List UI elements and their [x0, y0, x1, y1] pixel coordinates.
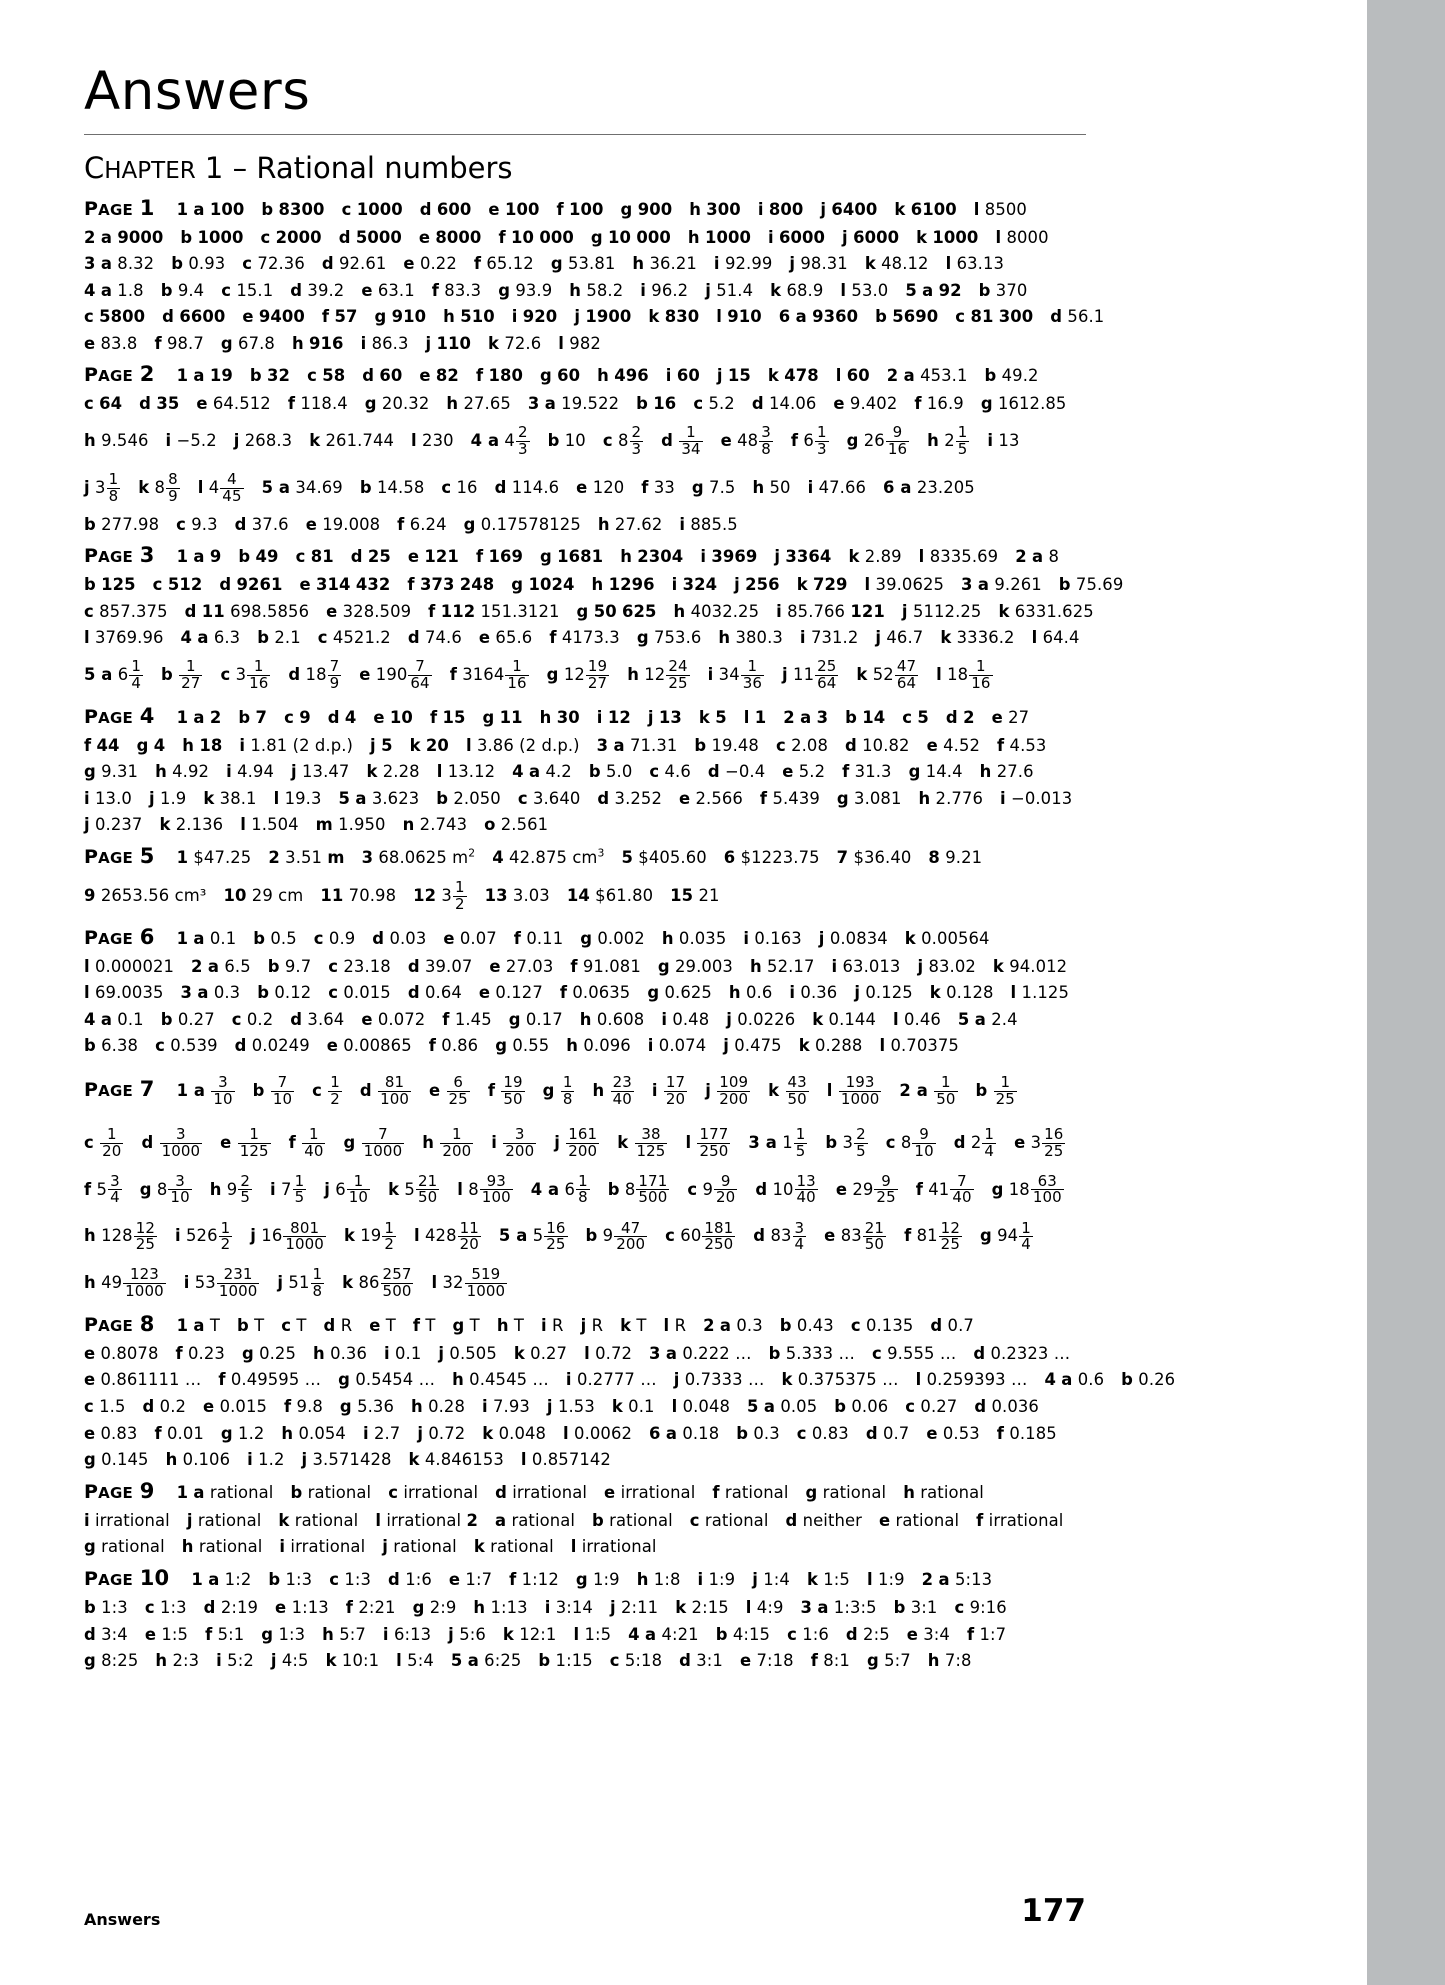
fraction: $\frac{3}{200}$: [505, 1125, 535, 1160]
fraction: $\frac{1}{200}$: [442, 1125, 472, 1160]
fraction: $\frac{1}{2}$: [454, 878, 465, 913]
fraction: $\frac{109}{200}$: [719, 1073, 749, 1108]
fraction: $\frac{12}{25}$: [135, 1218, 155, 1254]
fraction: $\frac{1}{8}$: [312, 1265, 323, 1300]
fraction: $\frac{19}{50}$: [503, 1073, 523, 1108]
fraction: $\frac{257}{500}$: [382, 1265, 412, 1300]
fraction: $\frac{6}{25}$: [448, 1073, 468, 1108]
fraction: $\frac{1}{25}$: [995, 1073, 1015, 1108]
title-divider: [84, 134, 1086, 135]
fraction: $\frac{1}{16}$: [971, 657, 991, 692]
answer-line: PAGE 4 1 a 2 b 7 c 9 d 4 e 10 f 15 g 11 h 30 i 12 j 13 k 5 l 1 2 a 3 b 14 c 5 d 2 e 27: [84, 703, 1030, 728]
fraction: $\frac{1}{2}$: [330, 1073, 340, 1108]
answer-line: PAGE 8 1 a T b T c T d R e T f T g T h T i R j R k T l R 2 a 0.3 b 0.43 c 0.135 d 0.7: [84, 1311, 974, 1336]
answer-line: b 1:3 c 1:3 d 2:19 e 1:13 f 2:21 g 2:9 h 1:13 i 3:14 j 2:11 k 2:15 l 4:9 3 a 1:3:5 b 3:1 c 9:16: [84, 1597, 1007, 1617]
page-marker: PAGE 7: [84, 1077, 155, 1102]
fraction: $\frac{1}{125}$: [239, 1125, 269, 1160]
fraction: $\frac{9}{25}$: [876, 1171, 896, 1207]
fraction: $\frac{21}{50}$: [864, 1218, 885, 1254]
answer-line: c 857.375 d 11 698.5856 e 328.509 f 112 151.3121 g 50 625 h 4032.25 i 85.766 121 j 5112.25 k 6331.625: [84, 601, 1094, 621]
answer-line: d 3:4 e 1:5 f 5:1 g 1:3 h 5:7 i 6:13 j 5:6 k 12:1 l 1:5 4 a 4:21 b 4:15 c 1:6 d 2:5 e 3:4 f 1:7: [84, 1624, 1007, 1644]
footer-label: Answers: [84, 1910, 161, 1929]
fraction: $\frac{1}{34}$: [681, 423, 701, 458]
fraction: $\frac{2}{5}$: [856, 1125, 866, 1160]
fraction: $\frac{11}{20}$: [459, 1218, 479, 1254]
page-marker: PAGE 4: [84, 703, 155, 728]
answer-line: PAGE 5 1 $47.25 2 3.51 m 3 68.0625 $m^2$ 4 42.875 $cm^3$ 5 $405.60 6 $1223.75 7 $36.40 8 9.21: [84, 843, 983, 868]
answer-line: PAGE 1 1 a 100 b 8300 c 1000 d 600 e 100 f 100 g 900 h 300 i 800 j 6400 k 6100 l 8500: [84, 195, 1027, 220]
answer-line: i 13.0 j 1.9 k 38.1 l 19.3 5 a 3.623 b 2.050 c 3.640 d 3.252 e 2.566 f 5.439 g 3.081 h 2.776 i −0.013: [84, 788, 1073, 808]
fraction: $\frac{1}{10}$: [348, 1171, 369, 1207]
chapter-prefix-cap: C: [84, 150, 105, 185]
fraction: $\frac{1}{4}$: [1021, 1218, 1031, 1254]
answer-line: b 6.38 c 0.539 d 0.0249 e 0.00865 f 0.86 g 0.55 h 0.096 i 0.074 j 0.475 k 0.288 l 0.70375: [84, 1036, 959, 1056]
answer-line: 4 a 0.1 b 0.27 c 0.2 d 3.64 e 0.072 f 1.45 g 0.17 h 0.608 i 0.48 j 0.0226 k 0.144 l 0.46 5 a 2.4: [84, 1009, 1018, 1029]
fraction: $\frac{1}{5}$: [795, 1125, 806, 1160]
chapter-text: 1 – Rational numbers: [195, 150, 513, 185]
answer-line: PAGE 6 1 a 0.1 b 0.5 c 0.9 d 0.03 e 0.07 f 0.11 g 0.002 h 0.035 i 0.163 j 0.0834 k 0.00564: [84, 924, 990, 949]
answer-line: g rational h rational i irrational j rational k rational l irrational: [84, 1537, 657, 1557]
answer-line: PAGE 10 1 a 1:2 b 1:3 c 1:3 d 1:6 e 1:7 f 1:12 g 1:9 h 1:8 i 1:9 j 1:4 k 1:5 l 1:9 2 a 5:13: [84, 1565, 993, 1590]
answer-line: 2 a 9000 b 1000 c 2000 d 5000 e 8000 f 10 000 g 10 000 h 1000 i 6000 j 6000 k 1000 l 8000: [84, 227, 1049, 247]
fraction: $\frac{231}{1000}$: [218, 1265, 258, 1300]
fraction: $\frac{16}{25}$: [1044, 1125, 1064, 1160]
answer-line: j 0.237 k 2.136 l 1.504 m 1.950 n 2.743 o 2.561: [84, 815, 549, 835]
fraction: $\frac{81}{100}$: [380, 1073, 409, 1108]
page-footer: [84, 1893, 1086, 1929]
answer-line: g 9.31 h 4.92 i 4.94 j 13.47 k 2.28 l 13.12 4 a 4.2 b 5.0 c 4.6 d −0.4 e 5.2 f 31.3 g 14.4 h 27.6: [84, 762, 1034, 782]
answer-line: c 5800 d 6600 e 9400 f 57 g 910 h 510 i 920 j 1900 k 830 l 910 6 a 9360 b 5690 c 81 300 d 56.1: [84, 307, 1105, 327]
fraction: $\frac{1}{36}$: [742, 657, 763, 692]
fraction: $\frac{8}{9}$: [168, 470, 178, 505]
fraction: $\frac{7}{10}$: [272, 1073, 293, 1108]
fraction: $\frac{193}{1000}$: [840, 1073, 880, 1108]
answer-line: PAGE 2 1 a 19 b 32 c 58 d 60 e 82 f 180 g 60 h 496 i 60 j 15 k 478 l 60 2 a 453.1 b 49.2: [84, 362, 1039, 387]
fraction: $\frac{181}{250}$: [704, 1218, 734, 1254]
fraction: $\frac{19}{27}$: [587, 657, 608, 692]
fraction: $\frac{1}{8}$: [562, 1073, 573, 1108]
answer-line: e 0.861111 … f 0.49595 … g 0.5454 … h 0.4545 … i 0.2777 … j 0.7333 … k 0.375375 … l 0.259393 … 4 a 0.6 b 0.26: [84, 1370, 1176, 1390]
answer-line: PAGE 3 1 a 9 b 49 c 81 d 25 e 121 f 169 g 1681 h 2304 i 3969 j 3364 k 2.89 l 8335.69 2 a 8: [84, 543, 1060, 568]
fraction: $\frac{93}{100}$: [481, 1171, 511, 1207]
fraction: $\frac{2}{3}$: [517, 423, 528, 458]
answer-line: b 277.98 c 9.3 d 37.6 e 19.008 f 6.24 g 0.17578125 h 27.62 i 885.5: [84, 514, 738, 534]
fraction: $\frac{1}{8}$: [108, 470, 119, 505]
chapter-heading: [84, 150, 1094, 185]
fraction: $\frac{1}{16}$: [507, 657, 527, 692]
answer-line: 4 a 1.8 b 9.4 c 15.1 d 39.2 e 63.1 f 83.3 g 93.9 h 58.2 i 96.2 j 51.4 k 68.9 l 53.0 5 a 92 b 370: [84, 280, 1028, 300]
answer-line: h 49 $\frac{123}{1000}$ i 53 $\frac{231}{1000}$ j 51 $\frac{1}{8}$ k 86 $\frac{257}{500}$ l 32 $\frac{519}{1000}$: [84, 1265, 506, 1300]
fraction: $\frac{7}{1000}$: [363, 1125, 403, 1160]
answer-line: c $\frac{1}{20}$ d $\frac{3}{1000}$ e $\frac{1}{125}$ f $\frac{1}{40}$ g $\frac{7}{1000}$ h $\frac{1}{200}$ i $\frac{3}{200}$ j $\frac{161}{200}$ k $\frac{38}{125}$ l $\frac{177}{250}$ 3 a 1 $\frac{1}{5}$ b 3 $\frac{2}{5}$ c 8 $\frac{9}{10}$ d 2 $\frac{1}{4}$ e 3 $\frac{16}{25}$: [84, 1125, 1064, 1160]
fraction: $\frac{2}{5}$: [240, 1171, 250, 1207]
page-title: Answers: [84, 61, 311, 122]
chapter-prefix-rest: HAPTER: [104, 157, 196, 184]
answer-line: c 64 d 35 e 64.512 f 118.4 g 20.32 h 27.65 3 a 19.522 b 16 c 5.2 d 14.06 e 9.402 f 16.9 g 1612.85: [84, 394, 1067, 414]
fraction: $\frac{23}{40}$: [612, 1073, 632, 1108]
fraction: $\frac{25}{64}$: [817, 657, 837, 692]
answer-line: e 0.83 f 0.01 g 1.2 h 0.054 i 2.7 j 0.72 k 0.048 l 0.0062 6 a 0.18 b 0.3 c 0.83 d 0.7 e 0.53 f 0.185: [84, 1423, 1057, 1443]
fraction: $\frac{2}{3}$: [631, 423, 642, 458]
fraction: $\frac{47}{200}$: [616, 1218, 646, 1254]
answer-line: g 8:25 h 2:3 i 5:2 j 4:5 k 10:1 l 5:4 5 a 6:25 b 1:15 c 5:18 d 3:1 e 7:18 f 8:1 g 5:7 h 7:8: [84, 1651, 972, 1671]
fraction: $\frac{1}{8}$: [578, 1171, 588, 1207]
fraction: $\frac{7}{9}$: [329, 657, 340, 692]
answer-line: g 0.145 h 0.106 i 1.2 j 3.571428 k 4.846153 l 0.857142: [84, 1450, 611, 1470]
answer-line: i irrational j rational k rational l irrational 2 a rational b rational c rational d neither e rational f irrational: [84, 1510, 1064, 1530]
fraction: $\frac{1}{27}$: [181, 657, 201, 692]
page-content: [84, 0, 1176, 1675]
page-marker: PAGE 8: [84, 1311, 155, 1336]
fraction: $\frac{7}{64}$: [410, 657, 430, 692]
fraction: $\frac{43}{50}$: [787, 1073, 807, 1108]
fraction: $\frac{9}{20}$: [716, 1171, 736, 1207]
fraction: $\frac{1}{3}$: [816, 423, 827, 458]
fraction: $\frac{801}{1000}$: [285, 1218, 324, 1254]
fraction: $\frac{17}{20}$: [665, 1073, 686, 1108]
answer-line: e 83.8 f 98.7 g 67.8 h 916 i 86.3 j 110 k 72.6 l 982: [84, 333, 601, 353]
fraction: $\frac{1}{4}$: [984, 1125, 995, 1160]
fraction: $\frac{9}{16}$: [887, 423, 908, 458]
fraction: $\frac{38}{125}$: [636, 1125, 666, 1160]
footer-page-number: 177: [1021, 1893, 1086, 1929]
fraction: $\frac{1}{2}$: [384, 1218, 394, 1254]
answer-line: l 3769.96 4 a 6.3 b 2.1 c 4521.2 d 74.6 e 65.6 f 4173.3 g 753.6 h 380.3 i 731.2 j 46.7 k 3336.2 l 64.4: [84, 628, 1080, 648]
fraction: $\frac{1}{50}$: [936, 1073, 956, 1108]
fraction: $\frac{21}{50}$: [417, 1171, 438, 1207]
fraction: $\frac{3}{1000}$: [161, 1125, 201, 1160]
answer-line: PAGE 9 1 a rational b rational c irrational d irrational e irrational f rational g rational h rational: [84, 1478, 984, 1503]
answer-line: h 128 $\frac{12}{25}$ i 526 $\frac{1}{2}$ j 16 $\frac{801}{1000}$ k 19 $\frac{1}{2}$ l 428 $\frac{11}{20}$ 5 a 5 $\frac{16}{25}$ b 9 $\frac{47}{200}$ c 60 $\frac{181}{250}$ d 83 $\frac{3}{4}$ e 83 $\frac{21}{50}$ f 81 $\frac{12}{25}$ g 94 $\frac{1}{4}$: [84, 1218, 1031, 1254]
page-marker: PAGE 3: [84, 543, 155, 568]
fraction: $\frac{3}{4}$: [794, 1218, 805, 1254]
fraction: $\frac{123}{1000}$: [125, 1265, 164, 1300]
answer-line: f 44 g 4 h 18 i 1.81 (2 d.p.) j 5 k 20 l 3.86 (2 d.p.) 3 a 71.31 b 19.48 c 2.08 d 10.82 e 4.52 f 4.53: [84, 735, 1047, 755]
page-marker: PAGE 1: [84, 195, 155, 220]
fraction: $\frac{161}{200}$: [568, 1125, 598, 1160]
answer-line: f 5 $\frac{3}{4}$ g 8 $\frac{3}{10}$ h 9 $\frac{2}{5}$ i 7 $\frac{1}{5}$ j 6 $\frac{1}{10}$ k 5 $\frac{21}{50}$ l 8 $\frac{93}{100}$ 4 a 6 $\frac{1}{8}$ b 8 $\frac{171}{500}$ c 9 $\frac{9}{20}$ d 10 $\frac{13}{40}$ e 29 $\frac{9}{25}$ f 41 $\frac{7}{40}$ g 18 $\frac{63}{100}$: [84, 1171, 1062, 1207]
fraction: $\frac{1}{5}$: [957, 423, 968, 458]
answer-line: 5 a 6 $\frac{1}{4}$ b $\frac{1}{27}$ c 3 $\frac{1}{16}$ d 18 $\frac{7}{9}$ e 190 $\frac{7}{64}$ f 3164 $\frac{1}{16}$ g 12 $\frac{19}{27}$ h 12 $\frac{24}{25}$ i 34 $\frac{1}{36}$ j 11 $\frac{25}{64}$ k 52 $\frac{47}{64}$ l 18 $\frac{1}{16}$: [84, 657, 991, 692]
fraction: $\frac{1}{16}$: [249, 657, 269, 692]
page-edge-band: [1367, 0, 1445, 1985]
fraction: $\frac{1}{2}$: [220, 1218, 231, 1254]
fraction: $\frac{3}{4}$: [110, 1171, 120, 1207]
page-marker: PAGE 6: [84, 924, 155, 949]
answer-line: j 3 $\frac{1}{8}$ k 8 $\frac{8}{9}$ l 4 $\frac{4}{45}$ 5 a 34.69 b 14.58 c 16 d 114.6 e 120 f 33 g 7.5 h 50 i 47.66 6 a 23.205: [84, 470, 975, 505]
answer-line: 9 2653.56 cm³ 10 29 cm 11 70.98 12 3 $\frac{1}{2}$ 13 3.03 14 $61.80 15 21: [84, 878, 720, 913]
fraction: $\frac{12}{25}$: [940, 1218, 960, 1254]
page-marker: PAGE 2: [84, 362, 155, 387]
answer-line: l 0.000021 2 a 6.5 b 9.7 c 23.18 d 39.07 e 27.03 f 91.081 g 29.003 h 52.17 i 63.013 j 83.02 k 94.012: [84, 956, 1068, 976]
fraction: $\frac{16}{25}$: [546, 1218, 566, 1254]
fraction: $\frac{1}{5}$: [294, 1171, 305, 1207]
answer-line: e 0.8078 f 0.23 g 0.25 h 0.36 i 0.1 j 0.505 k 0.27 l 0.72 3 a 0.222 … b 5.333 … c 9.555 … d 0.2323 …: [84, 1343, 1071, 1363]
fraction: $\frac{47}{64}$: [896, 657, 917, 692]
fraction: $\frac{63}{100}$: [1032, 1171, 1062, 1207]
fraction: $\frac{177}{250}$: [699, 1125, 729, 1160]
answer-line: PAGE 7 1 a $\frac{3}{10}$ b $\frac{7}{10}$ c $\frac{1}{2}$ d $\frac{81}{100}$ e $\frac{6}{25}$ f $\frac{19}{50}$ g $\frac{1}{8}$ h $\frac{23}{40}$ i $\frac{17}{20}$ j $\frac{109}{200}$ k $\frac{43}{50}$ l $\frac{193}{1000}$ 2 a $\frac{1}{50}$ b $\frac{1}{25}$: [84, 1073, 1015, 1108]
fraction: $\frac{3}{8}$: [761, 423, 771, 458]
fraction: $\frac{171}{500}$: [638, 1171, 668, 1207]
answer-line: b 125 c 512 d 9261 e 314 432 f 373 248 g 1024 h 1296 i 324 j 256 k 729 l 39.0625 3 a 9.261 b 75.69: [84, 575, 1124, 595]
answer-line: l 69.0035 3 a 0.3 b 0.12 c 0.015 d 0.64 e 0.127 f 0.0635 g 0.625 h 0.6 i 0.36 j 0.125 k 0.128 l 1.125: [84, 983, 1069, 1003]
fraction: $\frac{4}{45}$: [222, 470, 242, 505]
fraction: $\frac{9}{10}$: [914, 1125, 934, 1160]
answer-line: 3 a 8.32 b 0.93 c 72.36 d 92.61 e 0.22 f 65.12 g 53.81 h 36.21 i 92.99 j 98.31 k 48.12 l 63.13: [84, 254, 1005, 274]
fraction: $\frac{13}{40}$: [796, 1171, 816, 1207]
page-marker: PAGE 9: [84, 1478, 155, 1503]
page-marker: PAGE 10: [84, 1565, 170, 1590]
answers-body: [84, 191, 1176, 1675]
fraction: $\frac{1}{40}$: [304, 1125, 324, 1160]
fraction: $\frac{7}{40}$: [952, 1171, 972, 1207]
fraction: $\frac{24}{25}$: [668, 657, 688, 692]
answer-line: c 1.5 d 0.2 e 0.015 f 9.8 g 5.36 h 0.28 i 7.93 j 1.53 k 0.1 l 0.048 5 a 0.05 b 0.06 c 0.27 d 0.036: [84, 1397, 1039, 1417]
fraction: $\frac{1}{4}$: [131, 657, 141, 692]
fraction: $\frac{3}{10}$: [213, 1073, 233, 1108]
page-marker: PAGE 5: [84, 843, 155, 868]
answer-line: h 9.546 i −5.2 j 268.3 k 261.744 l 230 4 a 4 $\frac{2}{3}$ b 10 c 8 $\frac{2}{3}$ d $\frac{1}{34}$ e 48 $\frac{3}{8}$ f 6 $\frac{1}{3}$ g 26 $\frac{9}{16}$ h 2 $\frac{1}{5}$ i 13: [84, 423, 1020, 458]
fraction: $\frac{3}{10}$: [170, 1171, 190, 1207]
fraction: $\frac{1}{20}$: [102, 1125, 122, 1160]
fraction: $\frac{519}{1000}$: [466, 1265, 506, 1300]
